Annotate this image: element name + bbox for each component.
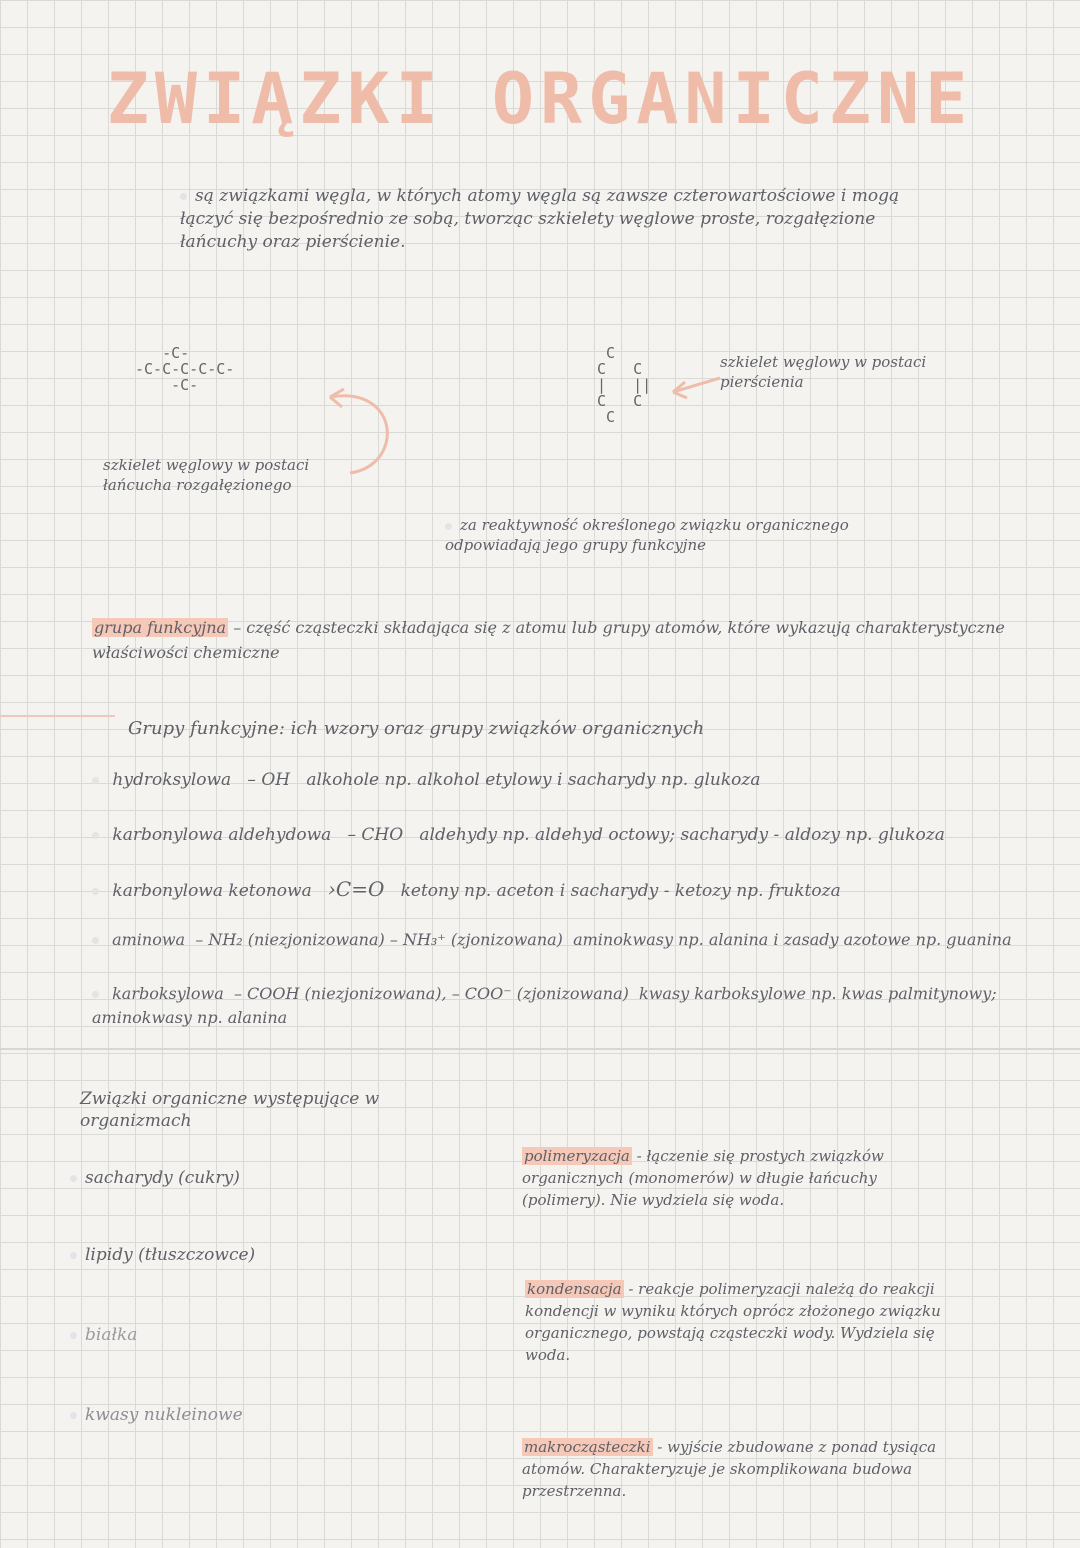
bullet-icon xyxy=(70,1175,77,1182)
fg-name: karbonylowa ketonowa xyxy=(112,881,312,901)
definition-term: polimeryzacja xyxy=(524,1147,630,1165)
ring-formula: C C C | || C C C xyxy=(597,344,652,426)
bullet-icon xyxy=(445,523,452,530)
section-divider-left xyxy=(0,715,115,717)
fg-formula: – NH₂ (niezjonizowana) – NH₃⁺ (zjonizowana) xyxy=(195,930,563,949)
reactivity-note-text: za reaktywność określonego związku organicznego odpowiadają jego grupy funkcyjne xyxy=(445,516,849,554)
organism-compound-item xyxy=(70,1168,240,1188)
bullet-icon xyxy=(92,777,99,784)
organism-compound-label: kwasy nukleinowe xyxy=(85,1405,243,1425)
definition-term: makrocząsteczki xyxy=(524,1438,651,1456)
organism-compound-label: białka xyxy=(85,1325,138,1345)
definition-text: - łączenie się prostych związków organicznych (monomerów) w długie łańcuchy (polimery). Nie wydziela się woda. xyxy=(522,1147,884,1209)
definition-term: grupa funkcyjna xyxy=(94,618,227,637)
definition-text: - wyjście zbudowane z ponad tysiąca atomów. Charakteryzuje je skomplikowana budowa przestrzenna. xyxy=(522,1438,937,1500)
bullet-icon xyxy=(70,1332,77,1339)
fg-examples: aminokwasy np. alanina i zasady azotowe np. guanina xyxy=(573,930,1012,949)
definition-term: kondensacja xyxy=(527,1280,622,1298)
organism-compound-item xyxy=(70,1405,243,1425)
functional-group-row xyxy=(92,982,1032,1030)
pointer-arrow-icon xyxy=(665,370,725,400)
definition-functional-group xyxy=(92,615,1022,665)
intro-text: są związkami węgla, w których atomy węgla są zawsze czterowartościowe i mogą łączyć się bezpośrednio ze sobą, tworząc szkielety węglowe proste, rozgałęzione łańcuchy oraz pierścienie. xyxy=(180,186,900,252)
definition-macromolecules xyxy=(522,1436,952,1502)
functional-group-row xyxy=(92,825,945,845)
fg-formula: – COOH (niezjonizowana), – COO⁻ (zjonizowana) xyxy=(233,984,629,1003)
page-title: ZWIĄZKI ORGANICZNE xyxy=(106,58,974,140)
organism-compound-item xyxy=(70,1325,137,1345)
fg-name: hydroksylowa xyxy=(112,770,232,790)
fg-formula: – CHO xyxy=(347,825,404,845)
organism-compound-item xyxy=(70,1245,255,1265)
section-divider xyxy=(0,1048,1080,1050)
fg-examples: kwasy karboksylowe np. kwas palmitynowy; aminokwasy np. alanina xyxy=(92,984,997,1027)
fg-formula: ›C=O xyxy=(327,877,385,901)
bullet-icon xyxy=(92,991,99,998)
bullet-icon xyxy=(70,1412,77,1419)
intro-paragraph xyxy=(180,185,920,254)
definition-text: - reakcje polimeryzacji należą do reakcji kondencji w wyniku których oprócz złożonego związku organicznego, powstają cząsteczki wody. Wydziela się woda. xyxy=(525,1280,941,1364)
bullet-icon xyxy=(180,193,187,200)
organisms-header: Związki organiczne występujące w organizmach xyxy=(80,1089,380,1131)
fg-name: karbonylowa aldehydowa xyxy=(112,825,332,845)
bullet-icon xyxy=(92,937,99,944)
chain-caption: szkielet węglowy w postaci łańcucha rozgałęzionego xyxy=(103,456,310,494)
functional-group-row xyxy=(92,770,760,790)
reactivity-note xyxy=(445,515,925,555)
definition-text: – część cząsteczki składająca się z atomu lub grupy atomów, które wykazują charakterystyczne właściwości chemiczne xyxy=(92,618,1005,662)
fg-examples: ketony np. aceton i sacharydy - ketozy np. fruktoza xyxy=(400,881,841,901)
organism-compound-label: sacharydy (cukry) xyxy=(85,1168,240,1188)
functional-group-row xyxy=(92,930,1012,949)
bullet-icon xyxy=(92,888,99,895)
definition-condensation xyxy=(525,1278,945,1366)
fg-examples: alkohole np. alkohol etylowy i sacharydy np. glukoza xyxy=(306,770,761,790)
fg-formula: – OH xyxy=(247,770,291,790)
organism-compound-label: lipidy (tłuszczowce) xyxy=(85,1245,256,1265)
fg-name: karboksylowa xyxy=(112,984,224,1003)
ring-caption: szkielet węglowy w postaci pierścienia xyxy=(720,353,927,391)
functional-group-row xyxy=(92,877,841,901)
bullet-icon xyxy=(92,832,99,839)
chain-formula: -C- -C-C-C-C-C- -C- xyxy=(135,344,235,394)
definition-polymerization xyxy=(522,1145,962,1211)
fg-name: aminowa xyxy=(112,930,186,949)
functional-groups-header: Grupy funkcyjne: ich wzory oraz grupy związków organicznych xyxy=(128,718,705,739)
fg-examples: aldehydy np. aldehyd octowy; sacharydy - aldozy np. glukoza xyxy=(419,825,945,845)
bullet-icon xyxy=(70,1252,77,1259)
